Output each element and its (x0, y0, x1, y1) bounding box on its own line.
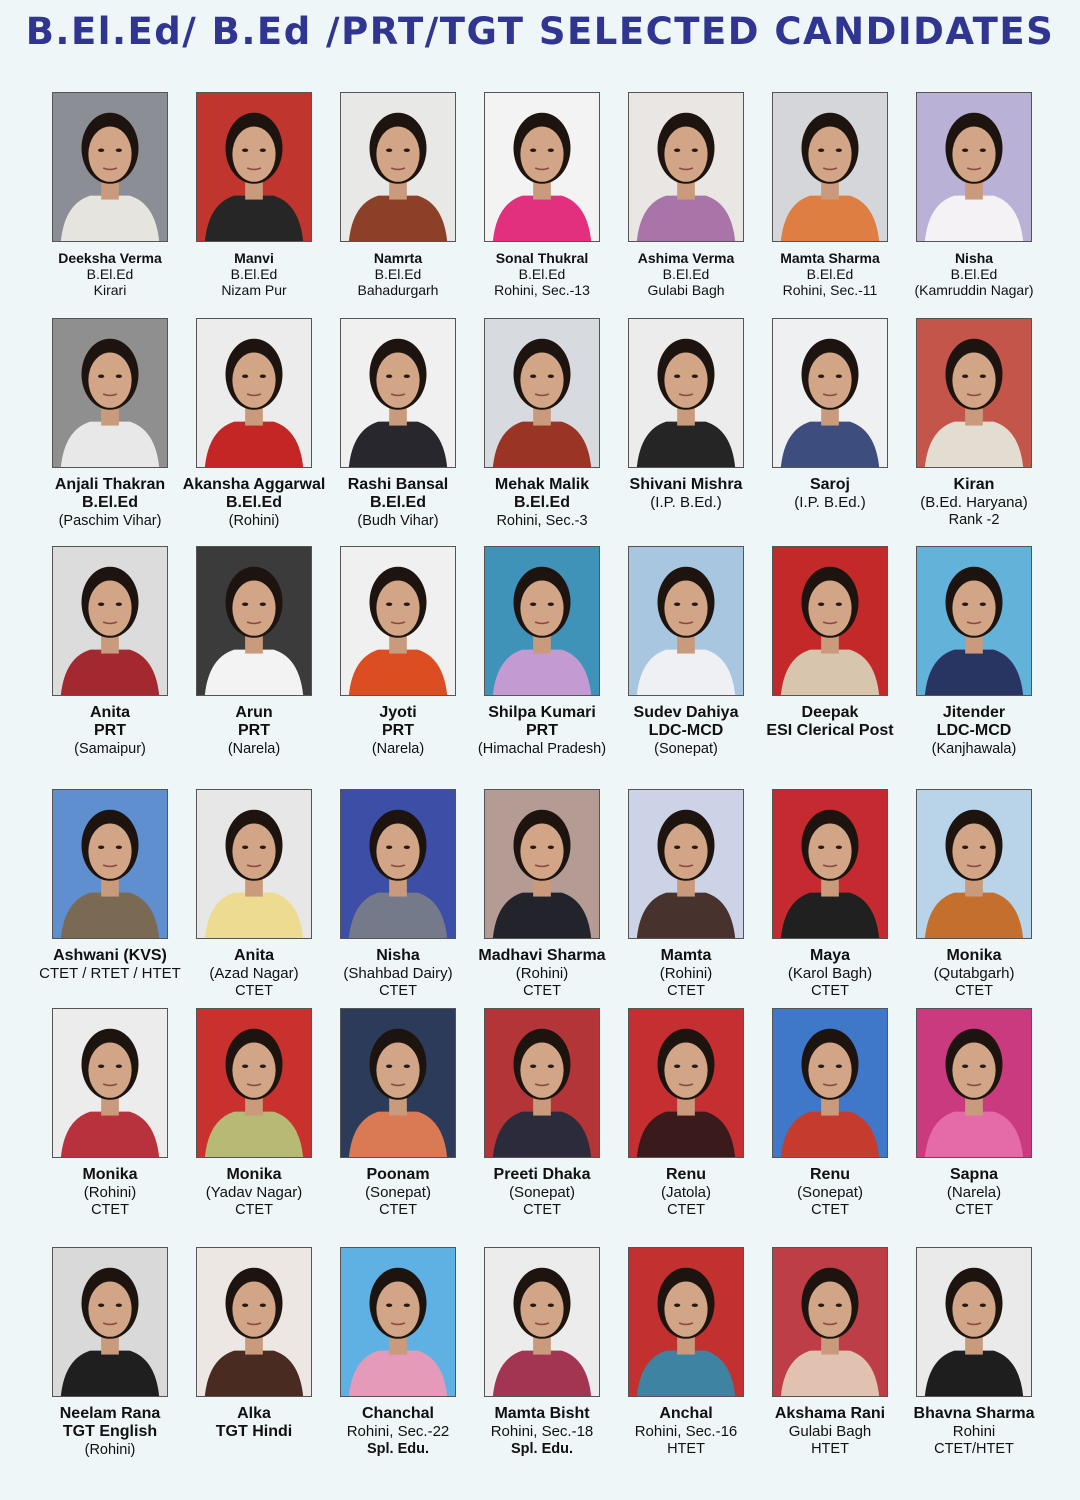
candidate-caption (322, 1166, 474, 1218)
candidate-photo (916, 92, 1032, 242)
candidate-name: Ashima Verma (637, 250, 735, 266)
candidate-caption (178, 476, 330, 529)
candidate-photo (484, 318, 600, 468)
candidate-detail: (Rohini) (659, 965, 713, 983)
candidate-detail: B.El.Ed (86, 266, 134, 283)
candidate-caption (322, 704, 474, 757)
candidate-name: Namrta (373, 250, 423, 266)
candidate-caption (34, 476, 186, 529)
candidate-detail: (Yadav Nagar) (205, 1184, 303, 1202)
candidate-name: Deepak (801, 704, 859, 721)
candidate-location: (Paschim Vihar) (58, 512, 162, 529)
candidate-location: Kirari (93, 282, 127, 299)
candidate-detail: B.El.Ed (230, 266, 278, 283)
candidate-photo (484, 92, 600, 242)
candidate-photo (52, 789, 168, 939)
candidate-name: Anchal (659, 1405, 713, 1422)
candidate-detail: (Shahbad Dairy) (343, 965, 453, 983)
candidate-caption (466, 1405, 618, 1457)
candidate-detail: B.El.Ed (518, 266, 566, 283)
candidate-location: CTET (811, 1201, 849, 1218)
candidate-location: CTET (955, 1201, 993, 1218)
candidate-location: Nizam Pur (221, 282, 287, 299)
candidate-location: (Sonepat) (654, 740, 718, 757)
candidate-photo (628, 318, 744, 468)
candidate-caption (754, 704, 906, 741)
candidate-location: Rank -2 (948, 511, 1000, 528)
candidate-location: Gulabi Bagh (647, 282, 725, 299)
candidate-photo (772, 546, 888, 696)
candidate-name: Anita (234, 947, 274, 964)
candidate-location: (Himachal Pradesh) (477, 740, 607, 757)
page-title: B.El.Ed/ B.Ed /PRT/TGT SELECTED CANDIDATES (25, 10, 1055, 53)
candidate-caption (610, 1405, 762, 1457)
candidate-detail: (Sonepat) (365, 1184, 431, 1202)
candidate-name: Manvi (234, 250, 274, 266)
candidate-caption (754, 1405, 906, 1457)
candidate-photo (340, 546, 456, 696)
candidate-detail: (I.P. B.Ed.) (794, 494, 866, 512)
candidate-detail: (Karol Bagh) (787, 965, 873, 983)
candidate-name: Rashi Bansal (347, 476, 449, 493)
candidate-row (0, 92, 1080, 322)
candidate-detail: Gulabi Bagh (788, 1423, 872, 1441)
candidate-detail: LDC-MCD (936, 722, 1012, 740)
candidate-location: CTET (235, 982, 273, 999)
candidate-detail: B.El.Ed (374, 266, 422, 283)
candidate-photo (52, 1008, 168, 1158)
candidate-caption (178, 704, 330, 757)
candidate-caption (610, 476, 762, 512)
candidate-location: CTET (667, 1201, 705, 1218)
candidate-photo (628, 1008, 744, 1158)
candidate-caption (754, 1166, 906, 1218)
candidate-photo (484, 546, 600, 696)
candidate-name: Jyoti (379, 704, 417, 721)
candidate-location: CTET (523, 1201, 561, 1218)
candidate-photo (196, 1247, 312, 1397)
candidate-detail: (B.Ed. Haryana) (920, 494, 1028, 512)
candidate-caption (898, 1166, 1050, 1218)
candidate-name: Deeksha Verma (58, 250, 162, 266)
candidate-location: CTET (235, 1201, 273, 1218)
candidate-detail: Rohini, Sec.-22 (346, 1423, 450, 1441)
candidate-photo (484, 1008, 600, 1158)
candidate-caption (466, 250, 618, 298)
candidate-detail: ESI Clerical Post (766, 722, 894, 740)
candidate-photo (772, 1247, 888, 1397)
candidate-photo (196, 546, 312, 696)
candidate-name: Kiran (953, 476, 995, 493)
candidate-location: Spl. Edu. (366, 1440, 430, 1457)
candidate-detail: (Rohini) (83, 1184, 137, 1202)
candidate-name: Mamta (660, 947, 712, 964)
candidate-caption (322, 250, 474, 298)
candidate-name: Nisha (954, 250, 994, 266)
candidate-location: CTET/HTET (934, 1440, 1014, 1457)
candidate-location: (Narela) (227, 740, 281, 757)
candidate-photo (772, 318, 888, 468)
candidate-name: Chanchal (361, 1405, 434, 1422)
candidate-caption (34, 947, 186, 983)
candidate-row (0, 546, 1080, 776)
candidate-caption (898, 250, 1050, 298)
candidate-caption (466, 947, 618, 999)
candidate-name: Jitender (942, 704, 1006, 721)
candidate-name: Sudev Dahiya (633, 704, 739, 721)
candidate-caption (898, 1405, 1050, 1457)
candidate-location: Bahadurgarh (357, 282, 439, 299)
candidate-caption (322, 1405, 474, 1457)
candidate-location: CTET (811, 982, 849, 999)
candidate-photo (340, 92, 456, 242)
candidate-caption (898, 947, 1050, 999)
candidate-name: Monika (82, 1166, 138, 1183)
candidate-location: (Kanjhawala) (931, 740, 1017, 757)
candidate-caption (754, 250, 906, 298)
candidate-photo (340, 789, 456, 939)
candidate-location: CTET (955, 982, 993, 999)
candidate-detail: (Rohini) (515, 965, 569, 983)
candidate-detail: (Jatola) (660, 1184, 712, 1202)
candidate-photo (196, 318, 312, 468)
candidate-detail: B.El.Ed (513, 494, 570, 512)
candidate-name: Monika (226, 1166, 282, 1183)
candidate-name: Madhavi Sharma (478, 947, 606, 964)
candidate-location: CTET (667, 982, 705, 999)
candidate-detail: B.El.Ed (369, 494, 426, 512)
candidate-detail: (Sonepat) (509, 1184, 575, 1202)
candidate-caption (754, 476, 906, 512)
candidate-photo (340, 1008, 456, 1158)
candidate-photo (196, 1008, 312, 1158)
candidate-photo (52, 318, 168, 468)
candidate-location: (Samaipur) (74, 740, 146, 757)
candidate-caption (754, 947, 906, 999)
candidate-detail: (Qutabgarh) (933, 965, 1015, 983)
candidate-name: Neelam Rana (59, 1405, 161, 1422)
candidate-name: Anjali Thakran (54, 476, 166, 493)
candidate-name: Bhavna Sharma (913, 1405, 1035, 1422)
candidate-location: (Narela) (371, 740, 425, 757)
candidate-name: Shilpa Kumari (488, 704, 596, 721)
candidate-caption (898, 476, 1050, 528)
candidate-photo (772, 92, 888, 242)
candidate-detail: B.El.Ed (806, 266, 854, 283)
candidate-photo (196, 789, 312, 939)
candidate-name: Saroj (809, 476, 850, 493)
candidate-caption (34, 1405, 186, 1458)
candidate-detail: (Azad Nagar) (209, 965, 299, 983)
candidate-caption (610, 704, 762, 757)
candidate-name: Preeti Dhaka (493, 1166, 591, 1183)
candidate-photo (52, 92, 168, 242)
candidate-caption (466, 704, 618, 757)
candidate-caption (34, 250, 186, 298)
candidate-location: HTET (811, 1440, 849, 1457)
candidate-name: Mamta Bisht (494, 1405, 590, 1422)
candidate-location: Rohini, Sec.-11 (782, 282, 878, 299)
candidate-detail: B.El.Ed (225, 494, 282, 512)
candidate-location: CTET (91, 1201, 129, 1218)
candidate-caption (610, 1166, 762, 1218)
candidate-location: Spl. Edu. (510, 1440, 574, 1457)
candidate-photo (196, 92, 312, 242)
candidate-caption (178, 1405, 330, 1442)
candidate-location: CTET (379, 1201, 417, 1218)
candidate-row (0, 318, 1080, 548)
candidate-location: Rohini, Sec.-3 (496, 512, 588, 529)
candidate-detail: PRT (526, 722, 558, 740)
candidate-photo (628, 92, 744, 242)
candidate-location: Rohini, Sec.-13 (494, 282, 590, 299)
candidate-caption (610, 947, 762, 999)
candidate-detail: (Sonepat) (797, 1184, 863, 1202)
candidate-photo (340, 318, 456, 468)
candidate-name: Mehak Malik (494, 476, 590, 493)
candidate-location: (Rohini) (228, 512, 280, 529)
candidate-location: (Kamruddin Nagar) (914, 282, 1034, 299)
candidate-caption (466, 476, 618, 529)
candidate-name: Arun (235, 704, 273, 721)
candidate-name: Alka (237, 1405, 271, 1422)
candidate-name: Shivani Mishra (629, 476, 743, 493)
candidate-caption (466, 1166, 618, 1218)
candidate-photo (916, 1247, 1032, 1397)
candidate-caption (178, 1166, 330, 1218)
candidate-detail: B.El.Ed (950, 266, 998, 283)
candidate-caption (322, 476, 474, 529)
candidate-name: Maya (809, 947, 851, 964)
candidate-detail: B.El.Ed (81, 494, 138, 512)
candidate-caption (178, 947, 330, 999)
candidate-name: Akansha Aggarwal (182, 476, 326, 493)
candidate-row (0, 789, 1080, 1019)
candidate-name: Renu (666, 1166, 706, 1183)
candidate-caption (178, 250, 330, 298)
candidate-photo (628, 1247, 744, 1397)
candidate-photo (916, 318, 1032, 468)
candidate-photo (340, 1247, 456, 1397)
candidate-detail: PRT (238, 722, 270, 740)
candidate-detail: Rohini, Sec.-18 (490, 1423, 594, 1441)
candidate-detail: TGT English (62, 1423, 158, 1441)
candidate-photo (772, 789, 888, 939)
candidate-caption (610, 250, 762, 298)
candidate-row (0, 1008, 1080, 1238)
candidate-detail: (Narela) (946, 1184, 1002, 1202)
candidate-detail: B.El.Ed (662, 266, 710, 283)
candidate-detail: CTET / RTET / HTET (39, 965, 181, 983)
candidate-name: Renu (810, 1166, 850, 1183)
candidate-photo (628, 546, 744, 696)
candidate-detail: LDC-MCD (648, 722, 724, 740)
candidate-detail: Rohini, Sec.-16 (634, 1423, 738, 1441)
candidate-caption (322, 947, 474, 999)
candidate-name: Poonam (366, 1166, 430, 1183)
candidate-name: Anita (90, 704, 130, 721)
candidate-location: (Budh Vihar) (357, 512, 439, 529)
candidate-name: Nisha (376, 947, 420, 964)
candidate-photo (916, 546, 1032, 696)
candidate-caption (34, 1166, 186, 1218)
candidate-name: Mamta Sharma (780, 250, 880, 266)
candidate-detail: Rohini (952, 1423, 996, 1441)
candidate-name: Monika (946, 947, 1002, 964)
candidate-detail: PRT (94, 722, 126, 740)
candidate-caption (898, 704, 1050, 757)
candidate-photo (484, 789, 600, 939)
candidate-location: CTET (523, 982, 561, 999)
candidate-location: HTET (667, 1440, 705, 1457)
candidate-detail: PRT (382, 722, 414, 740)
candidate-photo (772, 1008, 888, 1158)
candidate-photo (628, 789, 744, 939)
candidate-photo (52, 1247, 168, 1397)
candidate-photo (916, 1008, 1032, 1158)
candidate-detail: TGT Hindi (215, 1423, 293, 1441)
candidate-detail: (I.P. B.Ed.) (650, 494, 722, 512)
candidate-name: Sonal Thukral (495, 250, 589, 266)
candidate-name: Akshama Rani (774, 1405, 886, 1422)
candidate-location: CTET (379, 982, 417, 999)
candidate-name: Ashwani (KVS) (53, 947, 167, 964)
candidate-name: Sapna (949, 1166, 998, 1183)
candidate-location: (Rohini) (84, 1441, 136, 1458)
candidate-photo (52, 546, 168, 696)
candidate-photo (484, 1247, 600, 1397)
candidate-caption (34, 704, 186, 757)
candidate-row (0, 1247, 1080, 1477)
candidate-photo (916, 789, 1032, 939)
